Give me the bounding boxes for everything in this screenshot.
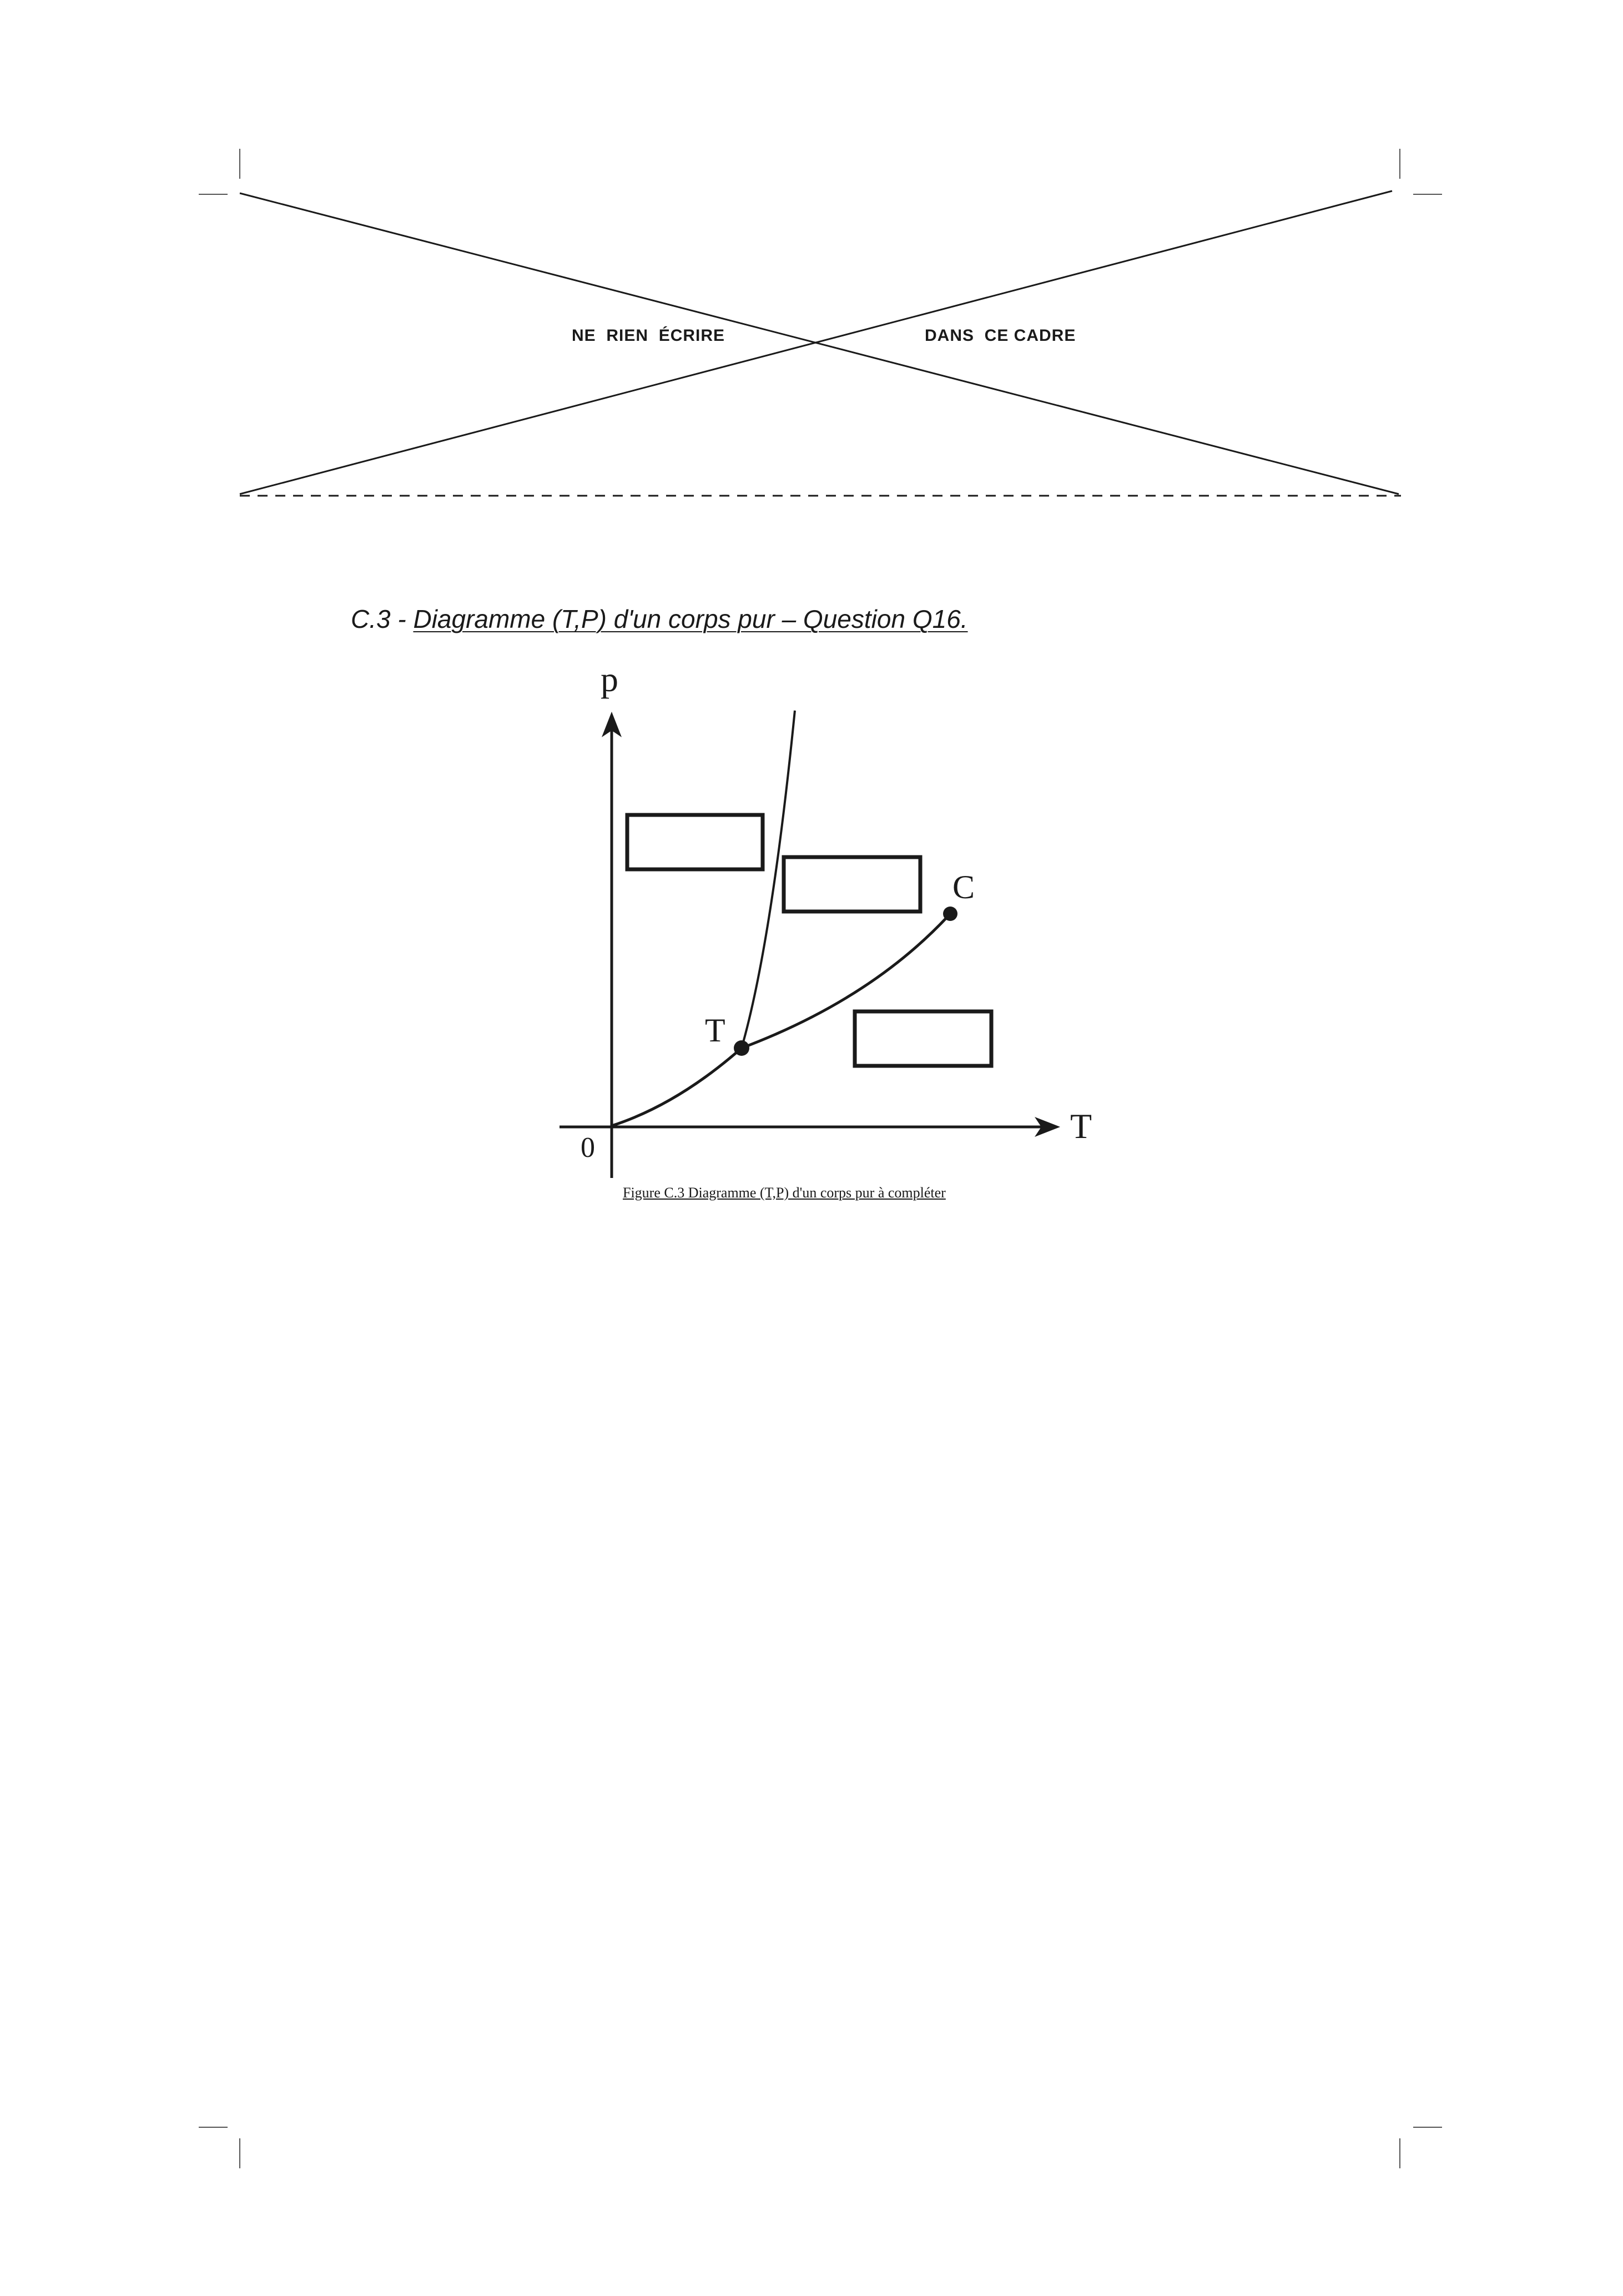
y-axis-label: p [601,659,618,699]
figure-caption: Figure C.3 Diagramme (T,P) d'un corps pur à compléter [623,1185,946,1201]
section-title: Diagramme (T,P) d'un corps pur – Question Q16. [413,605,968,633]
frame-text-right: DANS CE CADRE [925,326,1076,345]
triple-point-marker [734,1040,749,1056]
fusion-curve [742,711,795,1048]
triple-point-label: T [705,1012,725,1049]
answer-box-solid [627,815,763,869]
section-number: C.3 - [351,605,406,633]
sublimation-curve [612,1048,742,1126]
origin-label: 0 [581,1132,595,1164]
x-axis-label: T [1070,1106,1092,1146]
answer-box-liquid [784,857,920,912]
critical-point-marker [943,907,957,921]
frame-text-left: NE RIEN ÉCRIRE [572,326,725,345]
vaporization-curve [742,914,950,1048]
answer-box-gas [855,1011,991,1066]
critical-point-label: C [952,869,975,905]
